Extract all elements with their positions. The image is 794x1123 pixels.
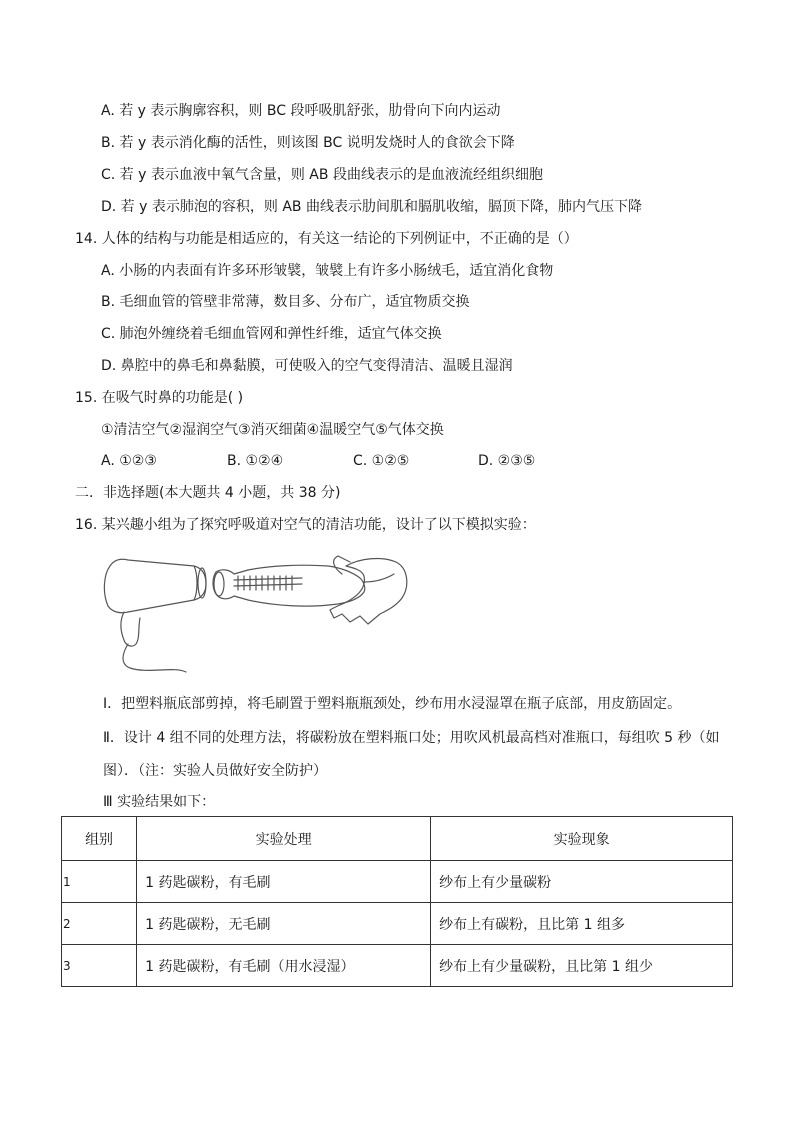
q15-option-b: B. ①②④ xyxy=(227,453,284,469)
q13-option-d: D. 若 y 表示肺泡的容积，则 AB 曲线表示肋间肌和膈肌收缩，膈顶下降，肺内气压下降 xyxy=(101,199,642,215)
experiment-illustration xyxy=(98,548,410,678)
q16-step-3: Ⅲ 实验结果如下： xyxy=(103,794,216,810)
row-group: 1 xyxy=(62,861,137,903)
row-observation: 纱布上有少量碳粉，且比第 1 组少 xyxy=(431,945,733,987)
q14-option-d: D. 鼻腔中的鼻毛和鼻黏膜，可使吸入的空气变得清洁、温暖且湿润 xyxy=(101,358,513,374)
q15-option-a: A. ①②③ xyxy=(101,453,157,469)
q13-option-b: B. 若 y 表示消化酶的活性，则该图 BC 说明发烧时人的食欲会下降 xyxy=(101,135,515,151)
q14-option-c: C. 肺泡外缠绕着毛细血管网和弹性纤维，适宜气体交换 xyxy=(101,326,442,342)
row-treatment: 1 药匙碳粉，有毛刷 xyxy=(137,861,431,903)
q15-stem: 15. 在吸气时鼻的功能是( ) xyxy=(75,390,244,406)
header-group: 组别 xyxy=(62,817,137,861)
q13-option-a: A. 若 y 表示胸廓容积，则 BC 段呼吸肌舒张，肋骨向下向内运动 xyxy=(101,103,501,119)
q15-items: ①清洁空气②湿润空气③消灭细菌④温暖空气⑤气体交换 xyxy=(101,422,444,438)
row-treatment: 1 药匙碳粉，有毛刷（用水浸湿） xyxy=(137,945,431,987)
row-observation: 纱布上有少量碳粉 xyxy=(431,861,733,903)
q15-option-c: C. ①②⑤ xyxy=(353,453,410,469)
q16-step-2-line-2: 图）．（注：实验人员做好安全防护） xyxy=(103,763,327,779)
row-group: 2 xyxy=(62,903,137,945)
row-treatment: 1 药匙碳粉，无毛刷 xyxy=(137,903,431,945)
row-observation: 纱布上有碳粉，且比第 1 组多 xyxy=(431,903,733,945)
q15-options xyxy=(101,451,541,471)
table-header-row xyxy=(62,817,733,861)
row-group: 3 xyxy=(62,945,137,987)
table-row xyxy=(62,945,733,987)
table-row xyxy=(62,903,733,945)
hair-dryer-body xyxy=(104,559,206,613)
q13-option-c: C. 若 y 表示血液中氧气含量，则 AB 段曲线表示的是血液流经组织细胞 xyxy=(101,167,543,183)
q14-option-a: A. 小肠的内表面有许多环形皱襞，皱襞上有许多小肠绒毛，适宜消化食物 xyxy=(101,263,554,279)
results-table xyxy=(61,816,733,987)
q14-option-b: B. 毛细血管的管壁非常薄，数目多、分布广，适宜物质交换 xyxy=(101,294,470,310)
q15-option-d: D. ②③⑤ xyxy=(478,453,536,469)
header-treatment: 实验处理 xyxy=(137,817,431,861)
table-row xyxy=(62,861,733,903)
q16-step-2-line-1: Ⅱ．设计 4 组不同的处理方法，将碳粉放在塑料瓶口处；用吹风机最高档对准瓶口，每组吹 5 秒（如 xyxy=(103,730,720,746)
header-observation: 实验现象 xyxy=(431,817,733,861)
q16-stem: 16. 某兴趣小组为了探究呼吸道对空气的清洁功能，设计了以下模拟实验： xyxy=(75,517,536,533)
section-heading: 二．非选择题(本大题共 4 小题，共 38 分) xyxy=(75,485,341,501)
hair-dryer-handle xyxy=(121,612,140,646)
q14-stem: 14. 人体的结构与功能是相适应的，有关这一结论的下列例证中，不正确的是（） xyxy=(75,231,578,247)
q16-step-1: Ⅰ．把塑料瓶底部剪掉，将毛刷置于塑料瓶瓶颈处，纱布用水浸湿罩在瓶子底部，用皮筋固定。 xyxy=(103,696,682,712)
